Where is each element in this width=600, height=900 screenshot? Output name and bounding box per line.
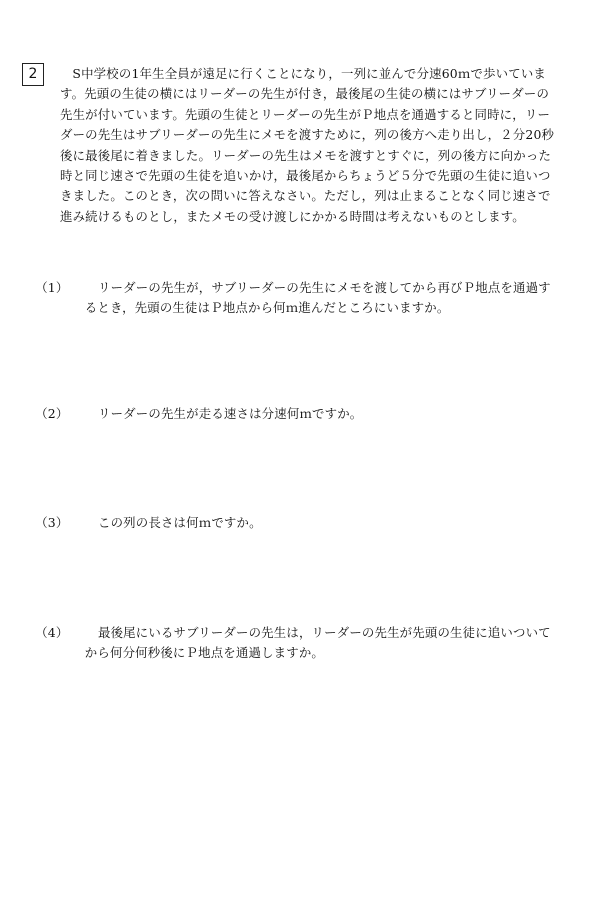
subquestion-2-line — [35, 404, 556, 424]
subquestion-4-line — [35, 623, 556, 664]
subquestion-4-text: 最後尾にいるサブリーダーの先生は，リーダーの先生が先頭の生徒に追いついてから何分何秒後にＰ地点を通過しますか。 — [84, 625, 551, 661]
question-number-box: 2 — [22, 63, 44, 86]
question-intro — [60, 64, 556, 227]
subquestion-3-text: この列の長さは何ｍですか。 — [98, 515, 262, 530]
subquestion-2 — [35, 404, 556, 424]
subquestion-2-text: リーダーの先生が走る速さは分速何ｍですか。 — [98, 406, 363, 421]
subquestion-2-number: （2） — [35, 406, 69, 421]
subquestion-3-number: （3） — [35, 515, 69, 530]
subquestion-4-number: （4） — [35, 625, 69, 640]
subquestion-3-line — [35, 513, 556, 533]
subquestion-1 — [35, 278, 556, 319]
subquestion-1-line — [35, 278, 556, 319]
subquestion-1-number: （1） — [35, 280, 69, 295]
subquestion-4 — [35, 623, 556, 664]
subquestion-1-text: リーダーの先生が，サブリーダーの先生にメモを渡してから再びＰ地点を通過するとき，先頭の生徒はＰ地点から何ｍ進んだところにいますか。 — [84, 280, 551, 316]
intro-paragraph: S中学校の1年生全員が遠足に行くことになり，一列に並んで分速60ｍで歩いています。先頭の生徒の横にはリーダーの先生が付き，最後尾の生徒の横にはサブリーダーの先生が付いています。先頭の生徒とリーダーの先生がＰ地点を通過すると同時に，リーダーの先生はサブリーダーの先生にメモを渡すために，列の後方へ走り出し，２分20秒後に最後尾に着きました。リーダーの先生はメモを渡すとすぐに，列の後方に向かった時と同じ速さで先頭の生徒を追いかけ，最後尾からちょうど５分で先頭の生徒に追いつきました。このとき，次の問いに答えなさい。ただし，列は止まることなく同じ速さで進み続けるものとし，またメモの受け渡しにかかる時間は考えないものとします。 — [60, 66, 555, 224]
subquestion-3 — [35, 513, 556, 533]
